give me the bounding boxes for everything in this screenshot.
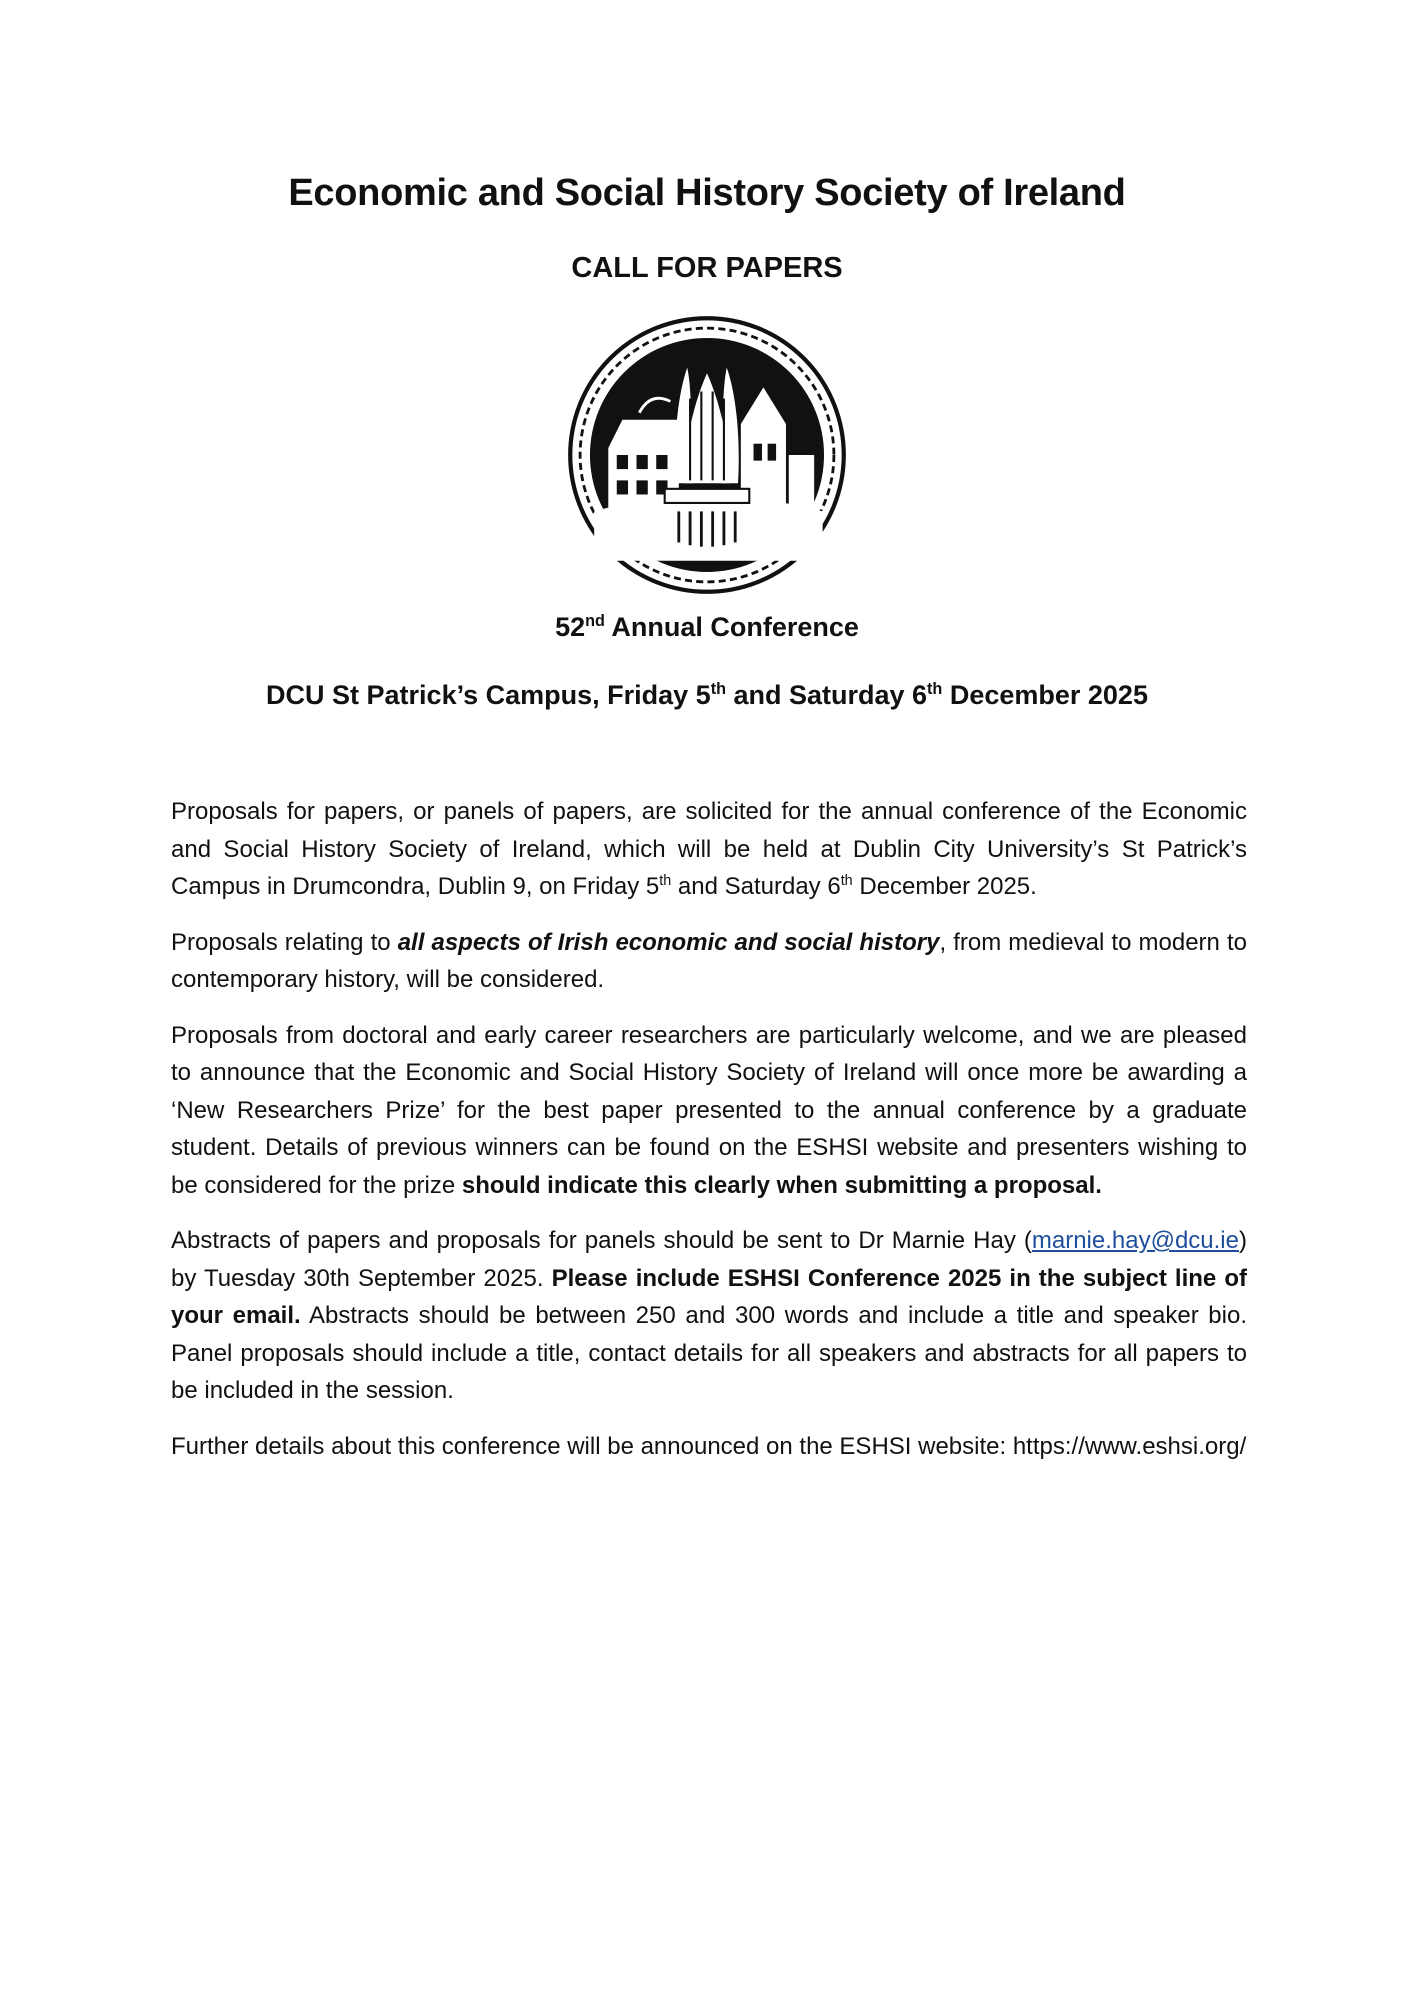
venue-text-2: and Saturday 6 (725, 680, 928, 710)
p1-text-c: December 2025. (852, 873, 1037, 900)
p1-text-a: Proposals for papers, or panels of papers, are solicited for the annual conference of the Economic and Social History Society of Ireland, which will be held at Dublin City University’s St Patrick’s Campus in Drumcondra, Dublin 9, on Friday 5 (171, 798, 1247, 900)
p2-text-b: , from medieval to modern to contemporary history, will be considered. (171, 928, 1247, 993)
paragraph-scope (171, 924, 1247, 999)
venue-text-1: DCU St Patrick’s Campus, Friday 5 (266, 680, 711, 710)
paragraph-abstracts (171, 1222, 1247, 1410)
conference-ordinal: 52 (555, 612, 586, 642)
p2-emphasis: all aspects of Irish economic and social history (397, 928, 940, 956)
paragraph-intro (171, 793, 1247, 906)
p1-text-b: and Saturday 6 (671, 873, 841, 900)
p4-text-c: Abstracts should be between 250 and 300 words and include a title and speaker bio. Panel proposals should include a title, contact details for all speakers and abstracts for all papers to be included in the session. (171, 1302, 1248, 1404)
paragraph-prize (171, 1017, 1247, 1205)
conference-heading (0, 612, 1414, 643)
conference-ordinal-suffix: nd (585, 612, 605, 630)
venue-sup-1: th (710, 680, 726, 698)
society-seal-icon (566, 314, 848, 596)
p1-sup-1: th (659, 873, 672, 889)
venue-sup-2: th (927, 680, 943, 698)
page-title: Economic and Social History Society of Ireland (288, 172, 1126, 214)
p3-bold: should indicate this clearly when submitting a proposal. (461, 1171, 1102, 1199)
email-link[interactable]: marnie.hay@dcu.ie (1031, 1227, 1239, 1254)
p4-text-b: ) by Tuesday 30th September 2025. (171, 1227, 1247, 1292)
p2-text-a: Proposals relating to (171, 928, 398, 956)
body-text (171, 793, 1247, 1483)
conference-venue (0, 680, 1414, 711)
conference-name: Annual Conference (611, 612, 859, 642)
p4-bold: Please include ESHSI Conference 2025 in the subject line of your email. (171, 1264, 1247, 1329)
p5-text-a: Further details about this conference will be announced on the ESHSI website: https://www.eshsi.org/ (171, 1432, 1247, 1460)
p4-text-a: Abstracts of papers and proposals for panels should be sent to Dr Marnie Hay ( (171, 1227, 1032, 1254)
p3-text-a: Proposals from doctoral and early career researchers are particularly welcome, and we are pleased to announce that the Economic and Social History Society of Ireland will once more be awarding a ‘New Researchers Prize’ for the best paper presented to the annual conference by a graduate student. Details of previous winners can be found on the ESHSI website and presenters wishing to be considered for the prize (171, 1021, 1247, 1199)
p1-sup-2: th (840, 873, 853, 889)
venue-text-3: December 2025 (942, 680, 1148, 710)
paragraph-website (171, 1428, 1247, 1466)
page-subtitle: CALL FOR PAPERS (571, 252, 843, 284)
